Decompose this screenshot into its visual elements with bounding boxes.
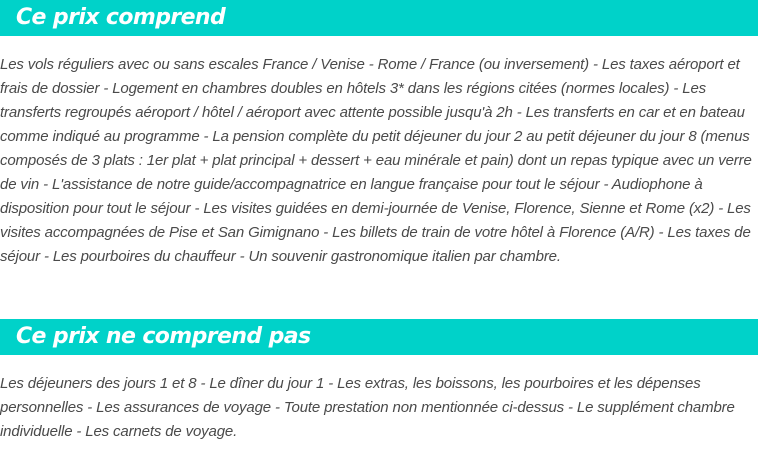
section-body-included: Les vols réguliers avec ou sans escales France / Venise - Rome / France (ou inversement) - Les taxes aéroport et frais de dossier - Logement en chambres doubles en hôtels 3* dans les régions citées (normes locales) - Les transferts regroupés aéroport / hôtel / aéroport avec attente possible jusqu'à 2h - Les transferts en car et en bateau comme indiqué au programme - La pension complète du petit déjeuner du jour 2 au petit déjeuner du jour 8 (menus composés de 3 plats : 1er plat + plat principal + dessert + eau minérale et pain) dont un repas typique avec un verre de vin - L'assistance de notre guide/accompagnatrice en langue française pour tout le séjour - Audiophone à disposition pour tout le séjour - Les visites guidées en demi-journée de Venise, Florence, Sienne et Rome (x2) - Les visites accompagnées de Pise et San Gimignano - Les billets de train de votre hôtel à Florence (A/R) - Les taxes de séjour - Les pourboires du chauffeur - Un souvenir gastronomique italien par chambre. — [0, 56, 752, 265]
section-body-excluded: Les déjeuners des jours 1 et 8 - Le dîner du jour 1 - Les extras, les boissons, les pourboires et les dépenses personnelles - Les assurances de voyage - Toute prestation non mentionnée ci-dessus - Le supplément chambre individuelle - Les carnets de voyage. — [0, 375, 735, 440]
section-header-included — [0, 0, 758, 36]
section-header-excluded — [0, 319, 758, 355]
section-title-included: Ce prix comprend — [16, 5, 226, 30]
section-title-excluded: Ce prix ne comprend pas — [16, 324, 311, 349]
